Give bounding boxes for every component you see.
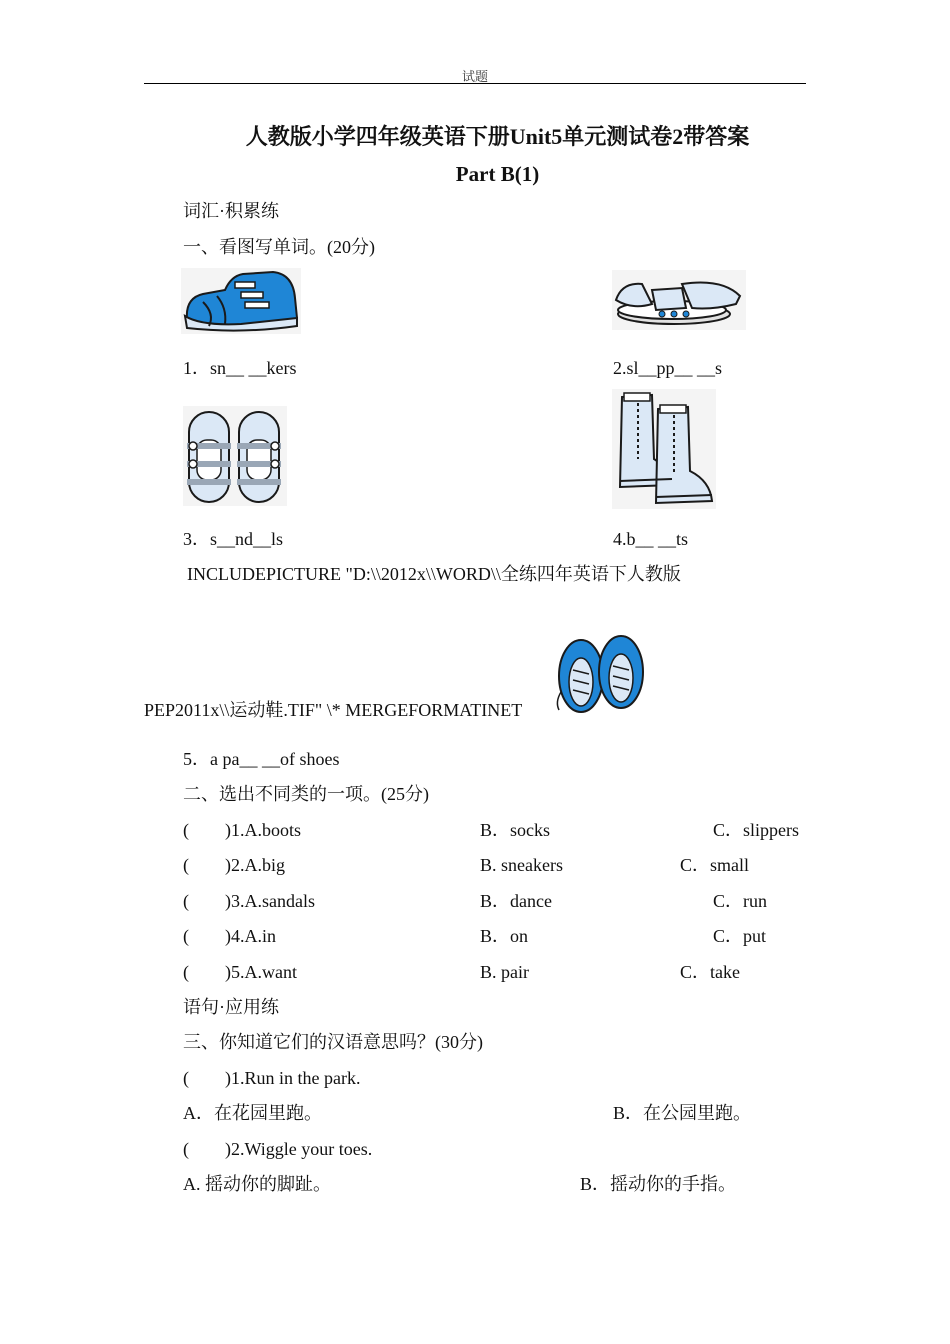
part2-q4-option-c: C．put [713, 926, 767, 946]
field-code-line-2: PEP2011x\\运动鞋.TIF" \* MERGEFORMATINET [144, 700, 523, 720]
part2-q4-option-b: B．on [480, 926, 529, 946]
boots-picture [612, 389, 716, 509]
item-3-sandals: 3．s__nd__ls [183, 529, 284, 549]
part2-q1-option-b: B．socks [480, 820, 551, 840]
part2-q2-stem: ( )2.A.big [183, 855, 285, 875]
part2-q5-option-c: C．take [680, 962, 740, 982]
section-label-sentence: 语句·应用练 [183, 997, 279, 1017]
section-label-vocab: 词汇·积累练 [183, 201, 279, 221]
part3-q1-stem: ( )1.Run in the park. [183, 1068, 361, 1088]
part2-q3-option-c: C．run [713, 891, 767, 911]
part2-q3-stem: ( )3.A.sandals [183, 891, 315, 911]
part3-q2-option-b: B．摇动你的手指。 [580, 1174, 737, 1194]
part3-q1-option-a: A．在花园里跑。 [183, 1103, 322, 1123]
sandals-picture [183, 406, 287, 506]
field-code-line-1: INCLUDEPICTURE "D:\\2012x\\WORD\\全练四年英语下人教版 [187, 564, 681, 584]
part2-q2-option-b: B. sneakers [480, 855, 563, 875]
part3-heading: 三、你知道它们的汉语意思吗？(30分) [183, 1032, 483, 1052]
part3-q2-option-a: A. 摇动你的脚趾。 [183, 1174, 331, 1194]
part1-heading: 一、看图写单词。(20分) [183, 237, 375, 257]
item-4-boots: 4.b__ __ts [613, 529, 689, 549]
pair-of-shoes-picture [553, 632, 649, 716]
part2-q5-option-b: B. pair [480, 962, 529, 982]
item-5-pair: 5．a pa__ __of shoes [183, 749, 340, 769]
header-rule [144, 83, 806, 84]
part2-q4-stem: ( )4.A.in [183, 926, 276, 946]
document-subtitle: Part B(1) [455, 162, 540, 186]
part2-q3-option-b: B．dance [480, 891, 552, 911]
sneakers-picture [181, 268, 301, 334]
document-title: 人教版小学四年级英语下册Unit5单元测试卷2带答案 [245, 124, 750, 149]
item-1-sneakers: 1．sn__ __kers [183, 358, 297, 378]
slippers-picture [612, 270, 746, 330]
part2-heading: 二、选出不同类的一项。(25分) [183, 784, 429, 804]
part2-q5-stem: ( )5.A.want [183, 962, 297, 982]
page-header-label: 试题 [461, 69, 488, 84]
part2-q1-stem: ( )1.A.boots [183, 820, 301, 840]
item-2-slippers: 2.sl__pp__ __s [613, 358, 723, 378]
part2-q2-option-c: C．small [680, 855, 750, 875]
part3-q1-option-b: B．在公园里跑。 [613, 1103, 752, 1123]
part3-q2-stem: ( )2.Wiggle your toes. [183, 1139, 373, 1159]
part2-q1-option-c: C．slippers [713, 820, 800, 840]
